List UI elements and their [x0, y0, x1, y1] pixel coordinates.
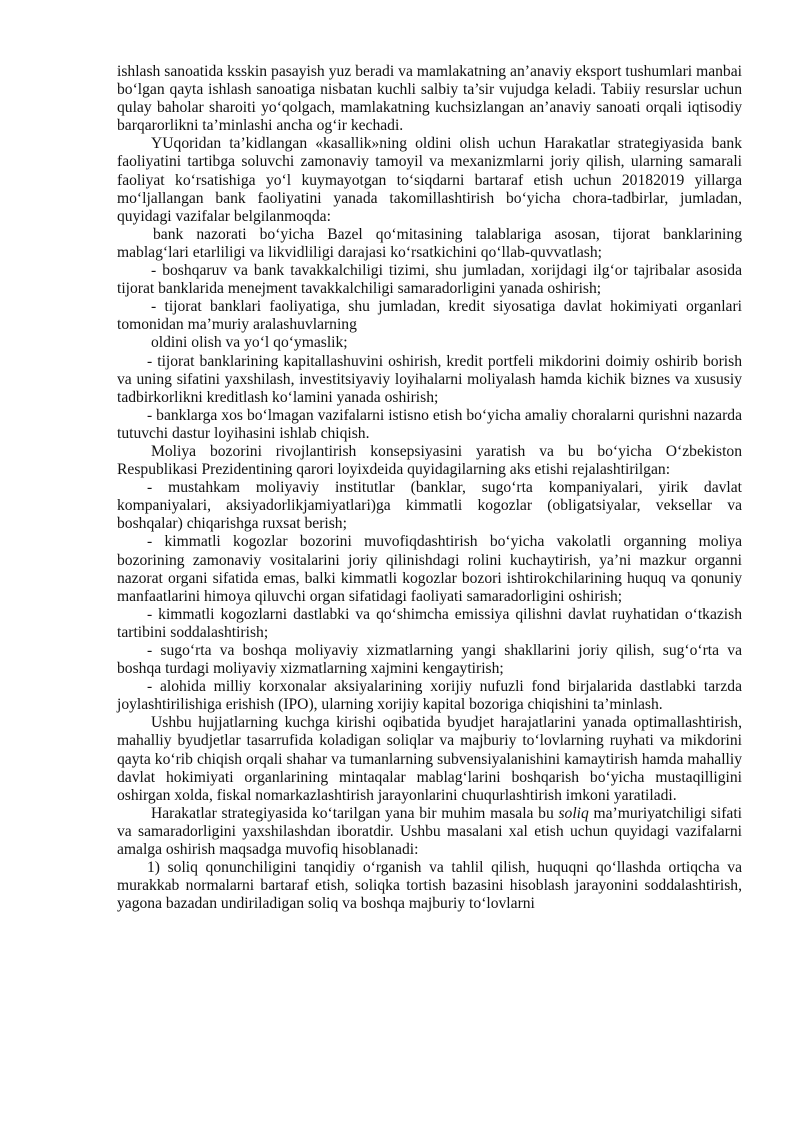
paragraph-13: - sugo‘rta va boshqa moliyaviy xizmatlarning yangi shakllarini joriy qilish, sug‘o‘rta va boshqa turdagi moliyaviy xizmatlarning xajmini kengaytirish; — [117, 642, 742, 678]
paragraph-8: - banklarga xos bo‘lmagan vazifalarni istisno etish bo‘yicha amaliy choralarni qurishni nazarda tutuvchi dastur loyihasini ishlab chiqish. — [117, 406, 742, 442]
paragraph-16-end: ma’muriyatchiligi sifati va samaradorligini yaxshilashdan iboratdir. Ushbu masalani xal etish uchun quyidagi vazifalarni amalga oshirish maqsadga muvofiq hisoblanadi: — [117, 804, 742, 859]
paragraph-7: - tijorat banklarining kapitallashuvini oshirish, kredit portfeli mikdorini doimiy oshirib borish va uning sifatini yaxshilash, investitsiyaviy loyihalarni moliyalash hamda kichik biznes va xususiy tadbirkorlikni kreditlash ko‘lamini yanada oshirish; — [117, 352, 742, 406]
paragraph-2: YUqoridan ta’kidlangan «kasallik»ning oldini olish uchun Harakatlar strategiyasida bank faoliyatini tartibga soluvchi zamonaviy tamoyil va mexanizmlarni joriy qilish, ularning samarali faoliyat ko‘rsatishiga yo‘l kuymayotgan to‘siqdarni bartaraf etish uchun 20182019 yillarga mo‘ljallangan bank faoliyatini yanada takomillashtirish bo‘yicha chora-tadbirlar, jumladan, quyidagi vazifalar belgilanmoqda: — [117, 135, 742, 225]
paragraph-11: - kimmatli kogozlar bozorini muvofiqdashtirish bo‘yicha vakolatli organning moliya bozorining zamonaviy vositalarini joriy qilinishdagi rolini kuchaytirish, ya’ni mazkur organni nazorat organi sifatida emas, balki kimmatli kogozlar bozori ishtirokchilarining huquq va qonuniy manfaatlarini himoya qiluvchi organ sifatidagi faoliyati samaradorligini oshirish; — [117, 533, 742, 605]
paragraph-3: bank nazorati bo‘yicha Bazel qo‘mitasining talablariga asosan, tijorat banklarining mablag‘lari etarliligi va likvidliligi darajasi ko‘rsatkichini qo‘llab-quvvatlash; — [117, 225, 742, 261]
paragraph-6: oldini olish va yo‘l qo‘ymaslik; — [151, 334, 348, 352]
paragraph-5: - tijorat banklari faoliyatiga, shu jumladan, kredit siyosatiga davlat hokimiyati organlari tomonidan ma’muriy aralashuvlarning — [117, 298, 742, 334]
paragraph-16-start: Harakatlar strategiyasida ko‘tarilgan yana bir muhim masala bu — [151, 804, 559, 822]
paragraph-17: 1) soliq qonunchiligini tanqidiy o‘rganish va tahlil qilish, huquqni qo‘llashda ortiqcha va murakkab normalarni bartaraf etish, soliqka tortish bazasini hisoblash jarayonini soddalashtirish, yagona bazadan undiriladigan soliq va boshqa majburiy to‘lovlarni — [117, 859, 742, 913]
paragraph-16 — [117, 805, 742, 859]
paragraph-15: Ushbu hujjatlarning kuchga kirishi oqibatida byudjet harajatlarini yanada optimallashtirish, mahalliy byudjetlar tasarrufida koladigan soliqlar va majburiy to‘lovlarning ruyhati va mikdorini qayta ko‘rib chiqish orqali shahar va tumanlarning subvensiyalanishini kamaytirish hamda mahalliy davlat hokimiyati organlarining mintaqalar mablag‘larini boshqarish bo‘yicha mustaqilligini oshirgan xolda, fiskal nomarkazlashtirish jarayonlarini chuqurlashtirish imkoni yaratiladi. — [117, 714, 742, 804]
paragraph-1: ishlash sanoatida ksskin pasayish yuz beradi va mamlakatning an’anaviy eksport tushumlari manbai bo‘lgan qayta ishlash sanoatiga nisbatan kuchli salbiy ta’sir vujudga keladi. Tabiiy resurslar uchun qulay baholar sharoiti yo‘qolgach, mamlakatning kuchsizlangan an’anaviy sanoati orqali iqtisodiy barqarorlikni ta’minlashi ancha og‘ir kechadi. — [117, 63, 742, 135]
paragraph-16-italic-word: soliq — [558, 804, 589, 822]
paragraph-4: - boshqaruv va bank tavakkalchiligi tizimi, shu jumladan, xorijdagi ilg‘or tajribalar asosida tijorat banklarida menejment tavakkalchiligi samaradorligini yanada oshirish; — [117, 262, 742, 298]
paragraph-14: - alohida milliy korxonalar aksiyalarining xorijiy nufuzli fond birjalarida dastlabki tarzda joylashtirilishiga erishish (IPO), ularning xorijiy kapital bozoriga chiqishini ta’minlash. — [117, 678, 742, 714]
document-page — [117, 63, 742, 913]
paragraph-10: - mustahkam moliyaviy institutlar (banklar, sugo‘rta kompaniyalari, yirik davlat kompaniyalari, aksiyadorlikjamiyatlari)ga kimmatli kogozlar (obligatsiyalar, veksellar va boshqalar) chiqarishga ruxsat berish; — [117, 479, 742, 533]
paragraph-9: Moliya bozorini rivojlantirish konsepsiyasini yaratish va bu bo‘yicha O‘zbekiston Respublikasi Prezidentining qarori loyixdeida quyidagilarning aks etishi rejalashtirilgan: — [117, 442, 742, 479]
paragraph-12: - kimmatli kogozlarni dastlabki va qo‘shimcha emissiya qilishni davlat ruyhatidan o‘tkazish tartibini soddalashtirish; — [117, 605, 742, 641]
